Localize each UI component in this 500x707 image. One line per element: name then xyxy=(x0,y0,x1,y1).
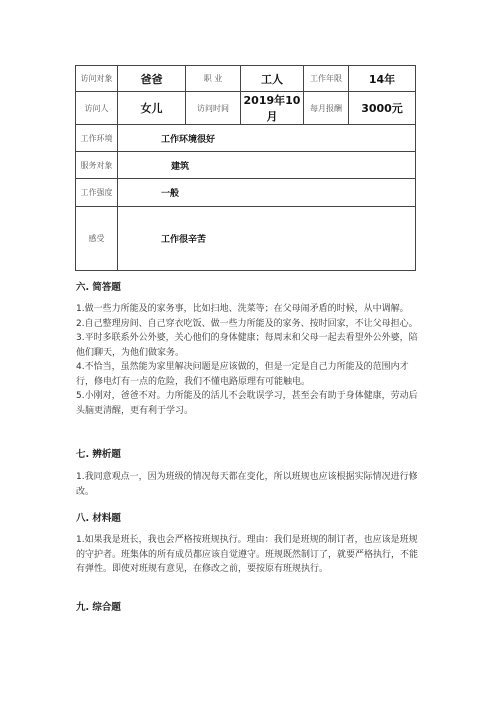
label-visit-time: 访问时间 xyxy=(186,92,241,125)
value-occupation: 工人 xyxy=(241,66,304,92)
value-work-years: 14年 xyxy=(349,66,416,92)
short-answer-section xyxy=(76,302,426,418)
label-work-years: 工作年限 xyxy=(304,66,349,92)
answer-paragraph: 1.如果我是班长，我也会严格按班规执行。理由：我们是班规的制订者，也应该是班规的守护者。班集体的所有成员都应该自觉遵守。班规既然制订了，就要严格执行，不能有弹性。即使对班规有意见，在修改之前，要按原有班规执行。 xyxy=(76,535,419,574)
section-title-short-answer: 六. 简答题 xyxy=(76,282,121,293)
label-work-intensity: 工作强度 xyxy=(76,179,118,207)
table-row xyxy=(76,125,416,152)
value-work-environment: 工作环境很好 xyxy=(118,125,416,152)
answer-paragraph: 5.小刚对，爸爸不对。力所能及的活儿不会耽误学习，甚至会有助于身体健康，劳动后头脑更清醒，更有利于学习。 xyxy=(76,391,418,416)
value-visit-time: 2019年10月 xyxy=(241,92,304,125)
answer-paragraph: 1.做一些力所能及的家务事，比如扫地、洗菜等；在父母闹矛盾的时候，从中调解。 xyxy=(76,304,409,314)
table-row xyxy=(76,207,416,271)
section-title-material: 八. 材料题 xyxy=(76,513,121,524)
value-work-intensity: 一般 xyxy=(118,179,416,207)
value-visitor: 女儿 xyxy=(118,92,186,125)
label-work-environment: 工作环境 xyxy=(76,125,118,152)
label-visit-target: 访问对象 xyxy=(76,66,118,92)
label-feelings: 感受 xyxy=(76,207,118,271)
answer-paragraph: 3.平时多联系外公外婆，关心他们的身体健康；每周末和父母一起去看望外公外婆，陪他们聊天，为他们做家务。 xyxy=(76,333,418,358)
answer-paragraph: 4.不恰当，虽然能为家里解决问题是应该做的，但是一定是自己力所能及的范围内才行，修电灯有一点的危险，我们不懂电路原理有可能触电。 xyxy=(76,362,409,387)
label-occupation: 职 业 xyxy=(186,66,241,92)
table-row xyxy=(76,66,416,92)
analysis-section xyxy=(76,470,426,499)
table-row xyxy=(76,179,416,207)
value-monthly-pay: 3000元 xyxy=(349,92,416,125)
label-service-target: 服务对象 xyxy=(76,152,118,179)
table-row xyxy=(76,92,416,125)
value-feelings: 工作很辛苦 xyxy=(118,207,416,271)
section-title-analysis: 七. 辨析题 xyxy=(76,449,121,460)
table-row xyxy=(76,152,416,179)
material-section xyxy=(76,533,426,577)
section-title-comprehensive: 九. 综合题 xyxy=(76,602,121,613)
visit-survey-table xyxy=(75,65,416,271)
answer-paragraph: 1.我同意观点一，因为班级的情况每天都在变化，所以班规也应该根据实际情况进行修改。 xyxy=(76,472,418,497)
answer-paragraph: 2.自己整理房间、自己穿衣吃饭、做一些力所能及的家务、按时回家，不让父母担心。 xyxy=(76,318,418,329)
value-visit-target: 爸爸 xyxy=(118,66,186,92)
label-visitor: 访问人 xyxy=(76,92,118,125)
value-service-target: 建筑 xyxy=(118,152,416,179)
label-monthly-pay: 每月报酬 xyxy=(304,92,349,125)
